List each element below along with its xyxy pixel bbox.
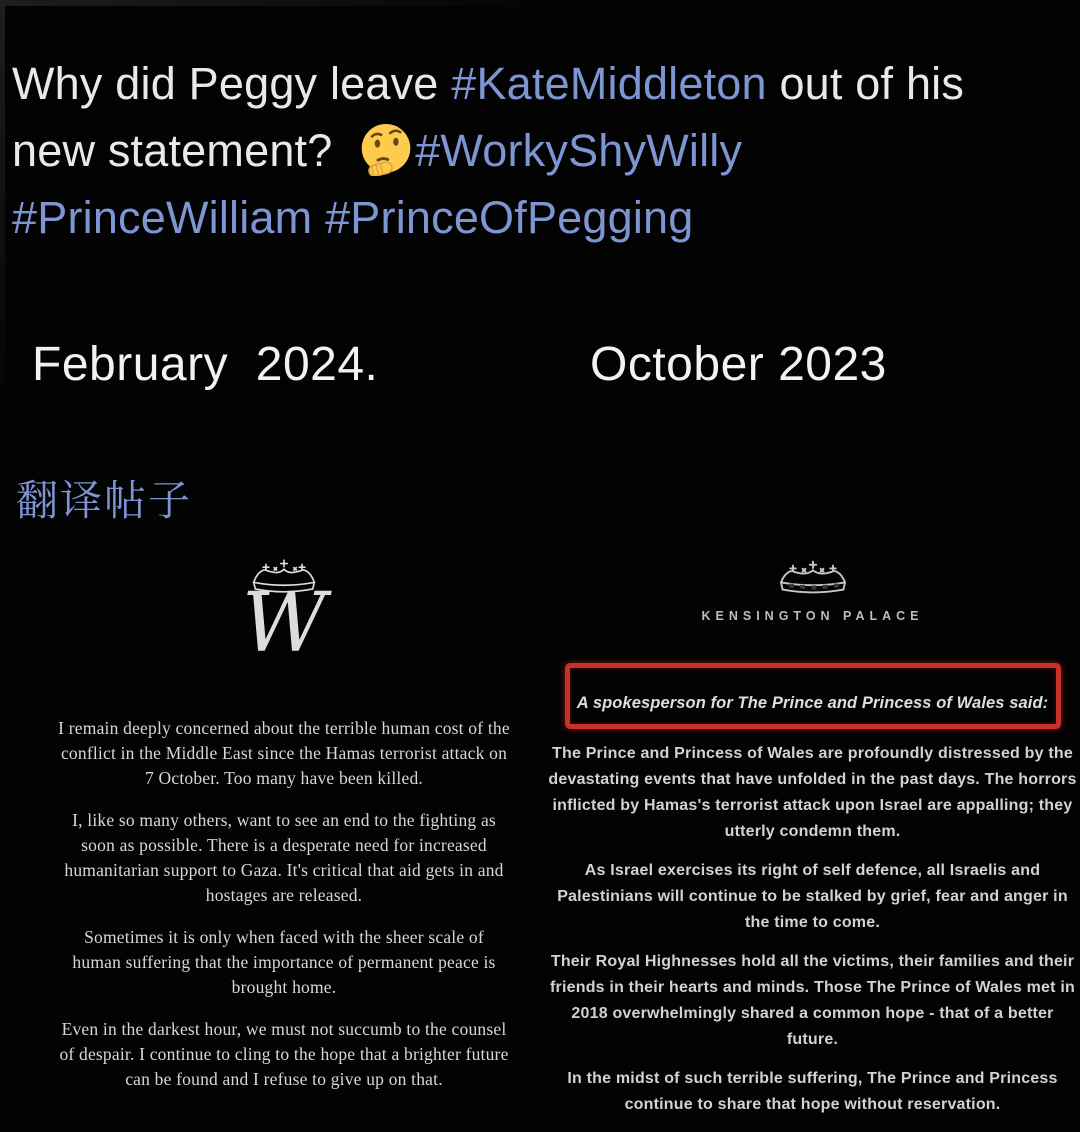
date-header-october-2023: October 2023 [590, 338, 887, 391]
william-statement-text [58, 716, 510, 1092]
statement-paragraph: As Israel exercises its right of self defence, all Israelis and Palestinians will continue to be stalked by grief, fear and anger in the time to come. [557, 862, 1068, 931]
tweet-text-segment: Why did Peggy leave [12, 58, 452, 109]
kensington-coronet-icon [765, 556, 861, 596]
william-monogram: W [241, 576, 327, 671]
kensington-statement-text [545, 741, 1080, 1118]
tweet-text [12, 50, 1072, 251]
statement-paragraph: I, like so many others, want to see an end to the fighting as soon as possible. There is a desperate need for increased humanitarian support to Gaza. It's critical that aid gets in and hostages are released. [64, 810, 504, 905]
kensington-palace-label: KENSINGTON PALACE [701, 609, 924, 623]
hashtag-prince-of-pegging[interactable]: #PrinceOfPegging [325, 192, 694, 243]
statement-paragraph: In the midst of such terrible suffering, The Prince and Princess continue to share that hope without reservation. [567, 1070, 1058, 1113]
statement-paragraph: I remain deeply concerned about the terrible human cost of the conflict in the Middle East since the Hamas terrorist attack on 7 October. Too many have been killed. [58, 718, 510, 788]
william-statement-card[interactable] [58, 556, 510, 1109]
date-header-february-2024: February 2024. [32, 338, 379, 391]
statement-paragraph: Even in the darkest hour, we must not succumb to the counsel of despair. I continue to cling to the hope that a brighter future can be found and I refuse to give up on that. [59, 1019, 509, 1089]
statement-paragraph: The Prince and Princess of Wales are profoundly distressed by the devastating events that have unfolded in the past days. The horrors inflicted by Hamas's terrorist attack upon Israel are appalling; they utterly condemn them. [548, 745, 1077, 840]
spokesperson-quote: A spokesperson for The Prince and Princess of Wales said: [576, 693, 1049, 712]
hashtag-worky-shy-willy[interactable]: #WorkyShyWilly [415, 125, 743, 176]
tweet-text-segment: new statement? [12, 125, 346, 176]
top-edge-divider [0, 0, 560, 6]
tweet-text-segment [312, 192, 325, 243]
statement-paragraph: Sometimes it is only when faced with the sheer scale of human suffering that the importance of permanent peace is brought home. [72, 927, 496, 997]
kensington-statement-card[interactable] [545, 556, 1080, 1131]
red-highlight-annotation [565, 663, 1061, 729]
thinking-face-emoji-icon [359, 122, 413, 176]
hashtag-prince-william[interactable]: #PrinceWilliam [12, 192, 313, 243]
left-edge-divider [0, 0, 5, 420]
statement-paragraph: Their Royal Highnesses hold all the victims, their families and their friends in their hearts and minds. Those The Prince of Wales met in 2018 overwhelmingly shared a common hope - that of a better future. [550, 953, 1075, 1048]
tweet-text-segment: out of his [766, 58, 965, 109]
hashtag-kate-middleton[interactable]: #KateMiddleton [451, 58, 767, 109]
translate-post-link[interactable]: 翻译帖子 [16, 477, 193, 524]
